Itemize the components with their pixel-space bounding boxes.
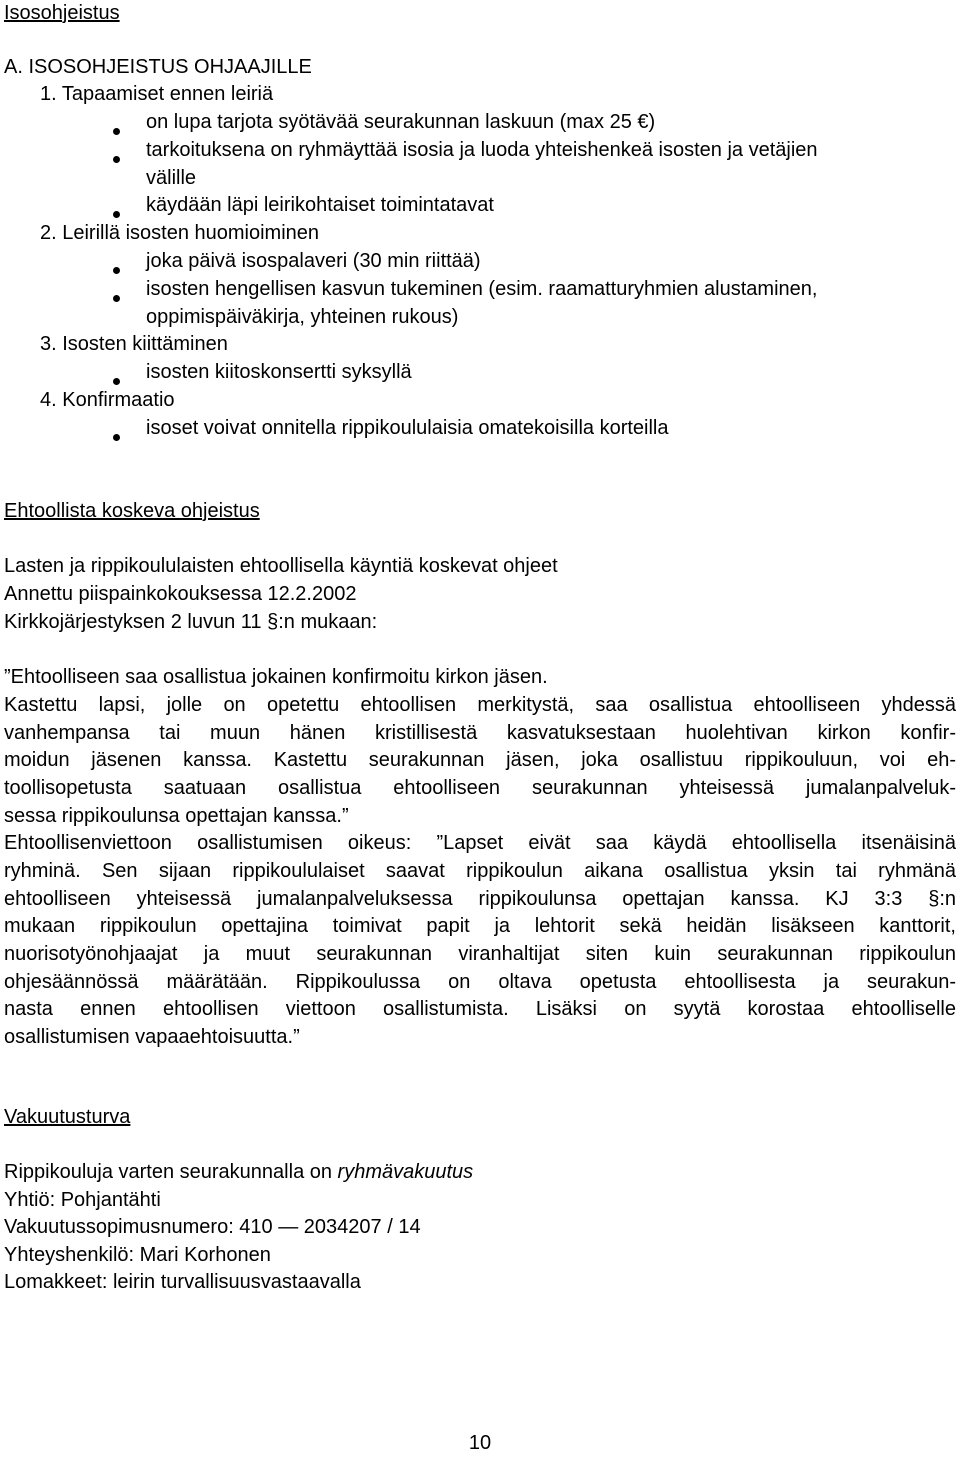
list-item: tarkoituksena on ryhmäyttää isosia ja luoda yhteishenkeä isosten ja vetäjien [146,139,818,161]
quote-line: ”Ehtoolliseen saa osallistua jokainen konfirmoitu kirkon jäsen. [4,666,548,688]
page-number: 10 [468,1432,492,1454]
quote-line: nuorisotyönohjaajat ja muut seurakunnan viranhaltijat siten kuin seurakunnan rippikoulun [4,943,956,965]
insurance-line [4,1159,473,1187]
quote-line: toollisopetusta saatuaan osallistua ehtoolliseen seurakunnan yhteisessä jumalanpalveluk- [4,777,956,799]
intro-line: Kirkkojärjestyksen 2 luvun 11 §:n mukaan: [4,611,378,633]
quote-line: Kastettu lapsi, jolle on opetettu ehtoollisen merkitystä, saa osallistua ehtoolliseen yhdessä [4,694,956,716]
list-item: isoset voivat onnitella rippikoululaisia omatekoisilla korteilla [146,417,669,439]
quote-line: ohjesäännössä määrätään. Rippikoulussa on oltava opetusta ehtoollisesta ja seurakun- [4,971,956,993]
bullet-icon [112,294,122,304]
insurance-company: Yhtiö: Pohjantähti [4,1189,161,1211]
list-item: isosten kiitoskonsertti syksyllä [146,361,412,383]
insurance-type: ryhmävakuutus [337,1161,474,1183]
list-item: käydään läpi leirikohtaiset toimintatavat [146,194,494,216]
bullet-icon [112,377,122,387]
bullet-icon [112,266,122,276]
quote-line: ryhminä. Sen sijaan rippikoululaiset saavat rippikoulun aikana osallistua yksin tai ryhmänä [4,860,956,882]
insurance-line-text: Rippikouluja varten seurakunnalla on [4,1161,338,1183]
list-item-continuation: oppimispäiväkirja, yhteinen rukous) [146,306,459,328]
item-4-heading: 4. Konfirmaatio [40,389,175,411]
bullet-icon [112,155,122,165]
bullet-icon [112,433,122,443]
quote-line: sessa rippikoulunsa opettajan kanssa.” [4,805,349,827]
insurance-contract-number: Vakuutussopimusnumero: 410 — 2034207 / 14 [4,1216,421,1238]
intro-line: Lasten ja rippikoululaisten ehtoollisella käyntiä koskevat ohjeet [4,555,558,577]
list-item-continuation: välille [146,167,197,189]
insurance-forms: Lomakkeet: leirin turvallisuusvastaavalla [4,1271,361,1293]
document-title[interactable]: Isosohjeistus [4,2,120,24]
list-item: joka päivä isospalaveri (30 min riittää) [146,250,481,272]
quote-line: moidun jäsenen kanssa. Kastettu seurakunnan jäsen, joka osallistuu rippikouluun, voi eh- [4,749,956,771]
bullet-icon [112,127,122,137]
item-2-heading: 2. Leirillä isosten huomioiminen [40,222,320,244]
bullet-icon [112,210,122,220]
item-3-heading: 3. Isosten kiittäminen [40,333,228,355]
item-1-heading: 1. Tapaamiset ennen leiriä [40,83,274,105]
ehtoollinen-heading[interactable]: Ehtoollista koskeva ohjeistus [4,500,260,522]
list-item: isosten hengellisen kasvun tukeminen (esim. raamatturyhmien alustaminen, [146,278,818,300]
quote-line: vanhempansa tai muun hänen kristillisestä kasvatuksestaan huolehtivan kirkon konfir- [4,722,956,744]
vakuutus-heading[interactable]: Vakuutusturva [4,1106,131,1128]
quote-line: osallistumisen vapaaehtoisuutta.” [4,1026,300,1048]
insurance-contact: Yhteyshenkilö: Mari Korhonen [4,1244,271,1266]
quote-line: Ehtoollisenviettoon osallistumisen oikeus: ”Lapset eivät saa käydä ehtoollisella itsenäisinä [4,832,956,854]
quote-line: mukaan rippikoulun opettajina toimivat papit ja lehtorit sekä heidän lisäkseen kanttorit, [4,915,956,937]
quote-line: nasta ennen ehtoollisen viettoon osallistumista. Lisäksi on syytä korostaa ehtoolliselle [4,998,956,1020]
intro-line: Annettu piispainkokouksessa 12.2.2002 [4,583,357,605]
list-item: on lupa tarjota syötävää seurakunnan laskuun (max 25 €) [146,111,656,133]
section-a-heading: A. ISOSOHJEISTUS OHJAAJILLE [4,56,312,78]
quote-line: ehtoolliseen yhteisessä jumalanpalveluksessa rippikoulunsa opettajan kanssa. KJ 3:3 §:n [4,888,956,910]
